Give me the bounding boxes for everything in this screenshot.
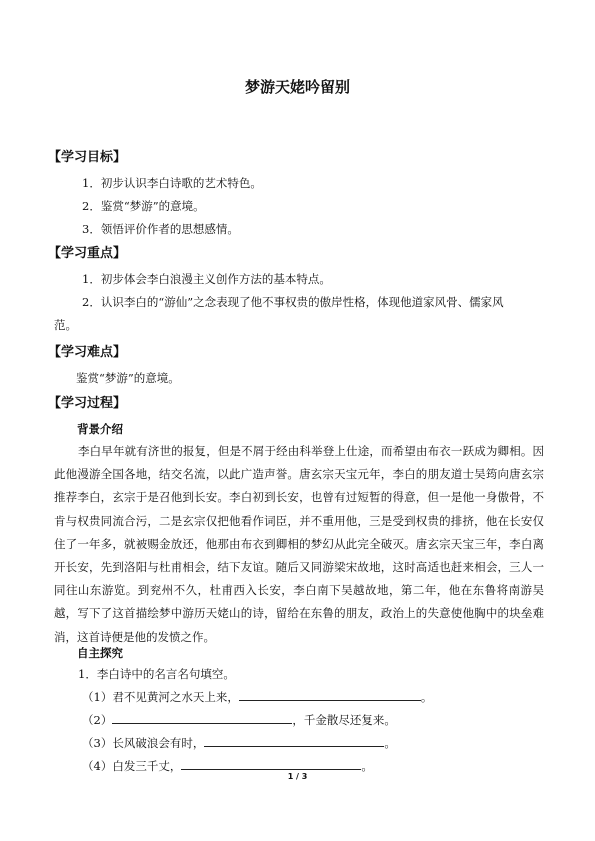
fill-blank-4[interactable] [181, 758, 361, 770]
fill-item-1 [82, 689, 432, 705]
key-points-heading: 【学习重点】 [48, 246, 127, 261]
difficulties-heading: 【学习难点】 [48, 345, 127, 360]
fill-question: 1．李白诗中的名言名句填空。 [78, 667, 235, 681]
background-paragraph: 李白早年就有济世的报复，但是不屑于经由科举登上仕途，而希望由布衣一跃成为卿相。因此他漫游全国各地，结交名流，以此广造声誉。唐玄宗天宝元年，李白的朋友道士吴筠向唐玄宗推荐李白，玄宗于是召他到长安。李白初到长安，也曾有过短暂的得意，但一是他一身傲骨，不肯与权贵同流合污，二是玄宗仅把他看作词臣，并不重用他，三是受到权贵的排挤，他在长安仅住了一年多，就被赐金放还，他那由布衣到卿相的梦幻从此完全破灭。唐玄宗天宝三年，李白离开长安，先到洛阳与杜甫相会，结下友谊。随后又同游梁宋故地，这时高适也赶来相会，三人一同往山东游览。到兖州不久，杜甫西入长安，李白南下吴越故地，第二年，他在东鲁将南游吴越，写下了这首描绘梦中游历天姥山的诗，留给在东鲁的朋友，政治上的失意使他胸中的块垒难消，这首诗便是他的发愤之作。 [54, 444, 544, 644]
fill-item-1-before: （1）君不见黄河之水天上来， [82, 690, 239, 704]
fill-item-3-before: （3）长风破浪会有时， [82, 736, 205, 750]
fill-item-1-after: 。 [420, 690, 433, 704]
background-title: 背景介绍 [77, 422, 123, 436]
objective-item-2: 2．鉴赏“梦游”的意境。 [82, 199, 205, 213]
objective-item-1: 1．初步认识李白诗歌的艺术特色。 [82, 176, 262, 190]
fill-blank-2[interactable] [112, 712, 292, 724]
difficulties-text: 鉴赏“梦游”的意境。 [76, 371, 180, 385]
objectives-heading: 【学习目标】 [48, 150, 127, 165]
fill-blank-3[interactable] [204, 735, 384, 747]
process-heading: 【学习过程】 [48, 396, 127, 411]
fill-item-4-before: （4）白发三千丈， [82, 759, 182, 773]
fill-item-2-after: ，千金散尽还复来。 [292, 713, 396, 727]
key-point-item-1: 1．初步体会李白浪漫主义创作方法的基本特点。 [82, 272, 331, 286]
document-title: 梦游天姥吟留别 [244, 78, 350, 96]
page-number: 1 / 3 [287, 772, 308, 781]
fill-item-3-after: 。 [384, 736, 396, 750]
objective-item-3: 3．领悟评价作者的思想感情。 [82, 222, 239, 236]
fill-blank-1[interactable] [239, 689, 421, 701]
key-point-item-2-continued: 范。 [54, 318, 77, 332]
fill-item-2 [82, 712, 396, 728]
explore-title: 自主探究 [77, 646, 123, 660]
fill-item-4-after: 。 [361, 759, 373, 773]
fill-item-2-before: （2） [82, 713, 113, 727]
fill-item-3 [82, 735, 396, 751]
key-point-item-2: 2．认识李白的“游仙”之念表现了他不事权贵的傲岸性格，体现他道家风骨、儒家风 [82, 295, 504, 309]
